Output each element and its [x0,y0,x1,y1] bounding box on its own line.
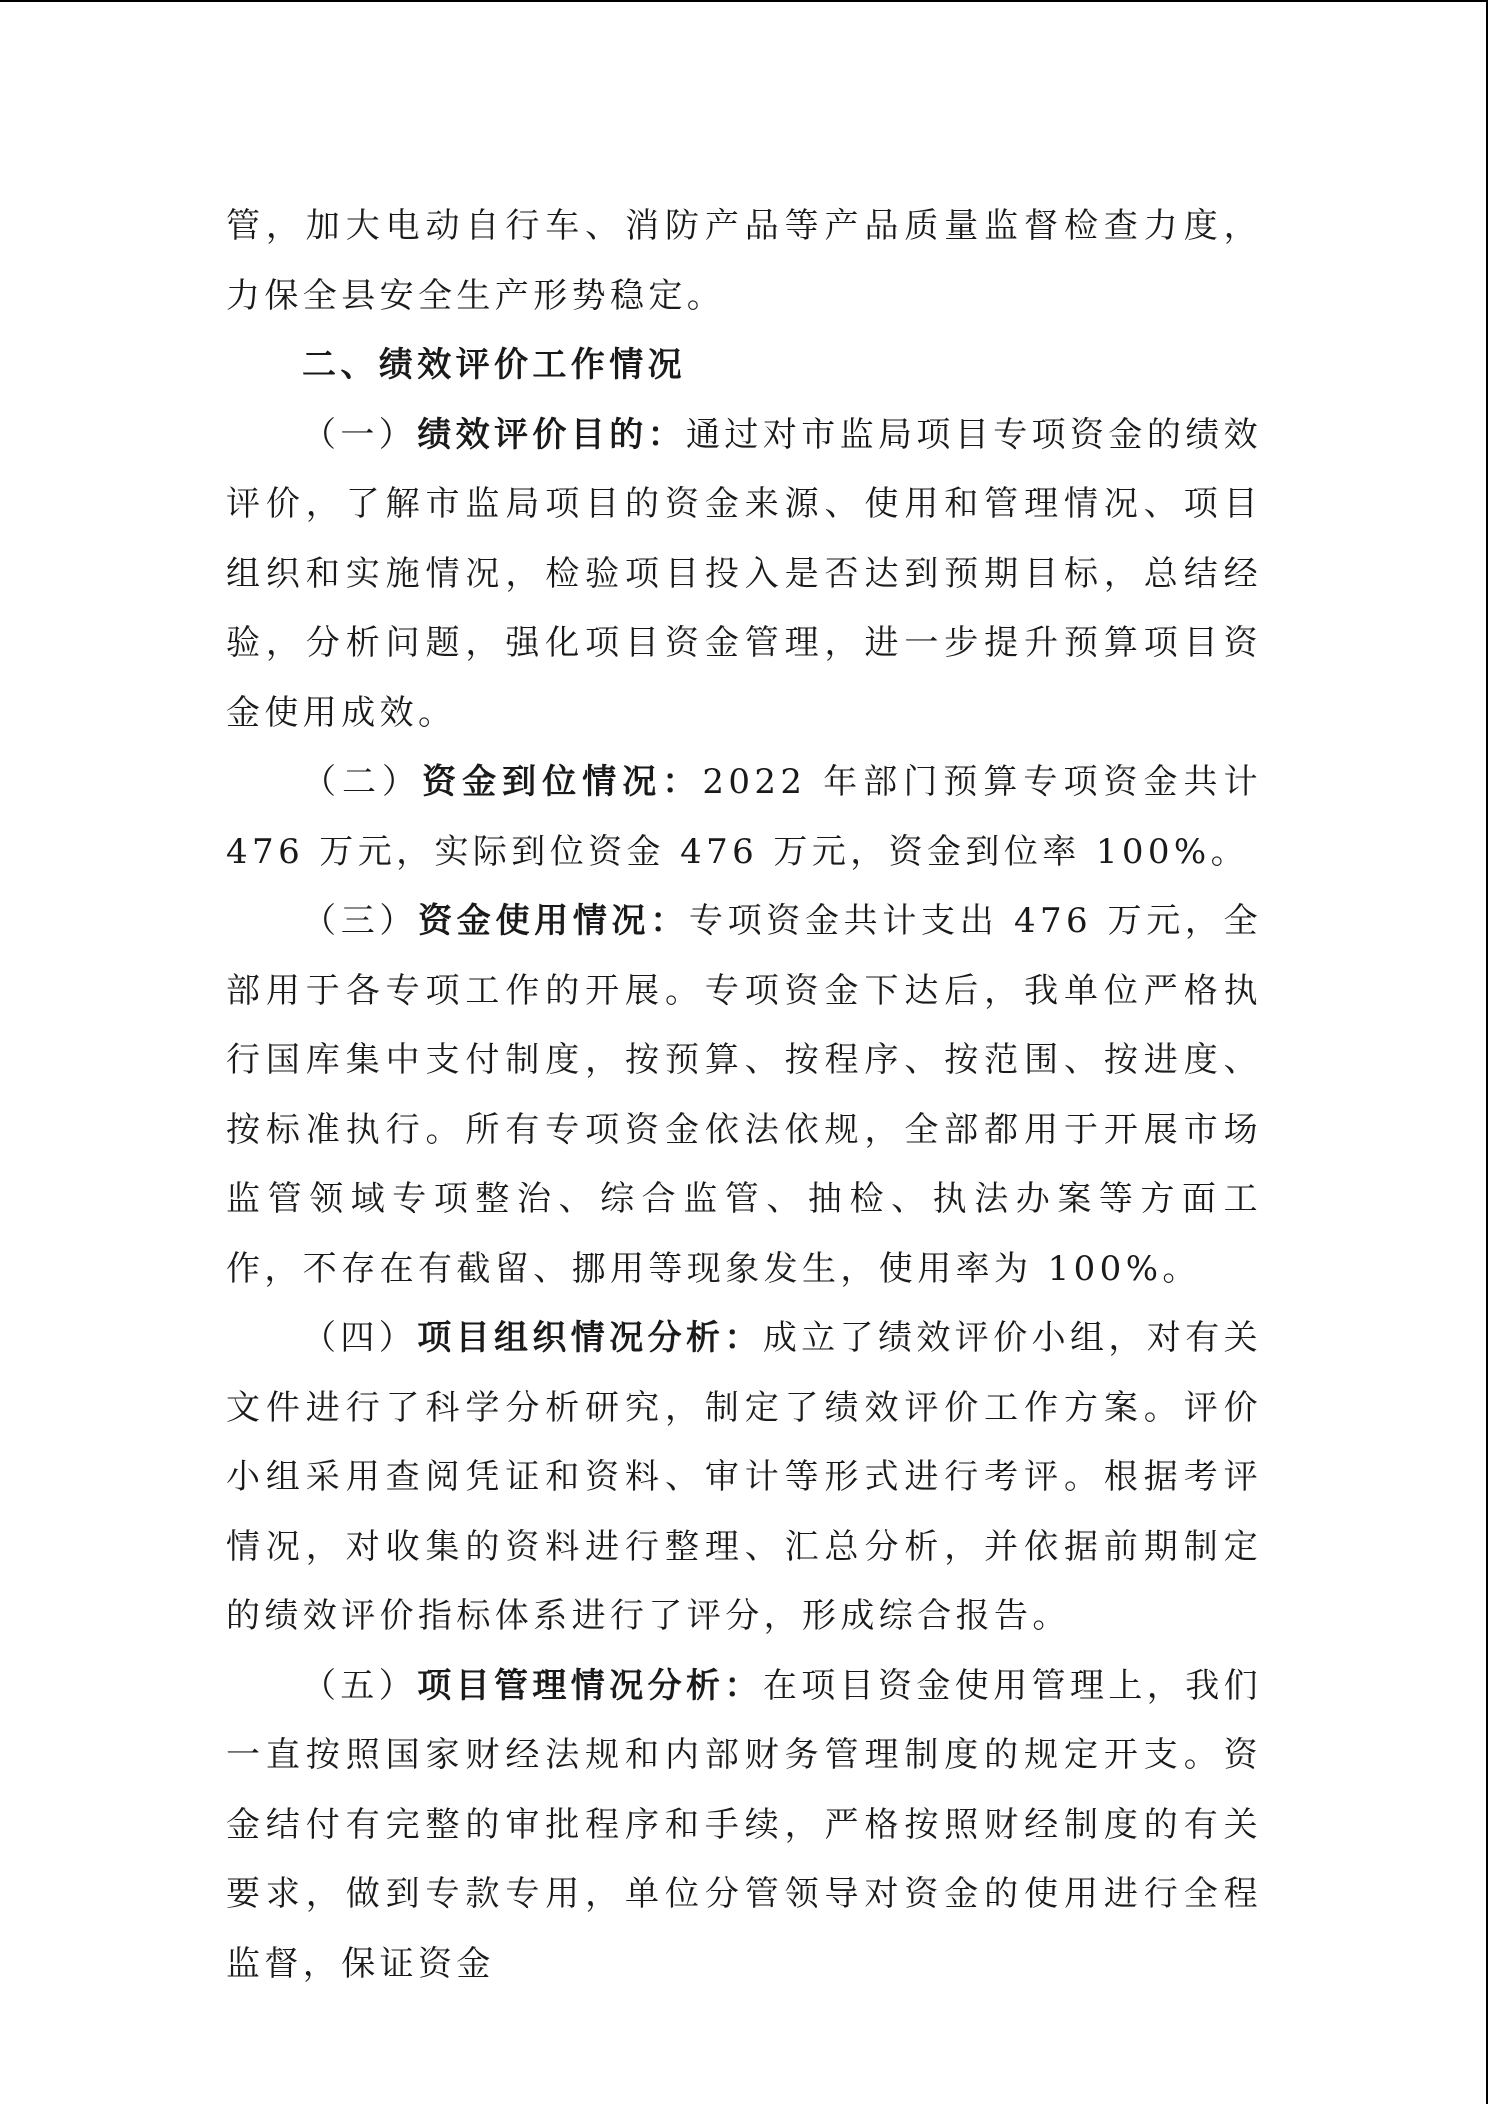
item-marker: （一） [302,414,418,455]
item-marker: （五） [302,1665,418,1706]
item-paragraph-5 [226,1652,1262,2000]
item-marker: （四） [302,1318,418,1358]
item-body-text: 成立了绩效评价小组，对有关文件进行了科学分析研究，制定了绩效评价工作方案。评价小组采用查阅凭证和资料、审计等形式进行考评。根据考评情况，对收集的资料进行整理、汇总分析，并依据前期制定的绩效评价指标体系进行了评分，形成综合报告。 [226,1318,1263,1636]
item-body-text: 通过对市监局项目专项资金的绩效评价，了解市监局项目的资金来源、使用和管理情况、项目组织和实施情况，检验项目投入是否达到预期目标，总结经验，分析问题，强化项目资金管理，进一步提升预算项目资金使用成效。 [226,414,1263,733]
section-heading: 二、绩效评价工作情况 [302,345,686,385]
document-body [226,192,1262,1999]
item-lead-label: 资金到位情况： [422,762,703,802]
item-paragraph-3 [226,887,1262,1304]
item-lead-label: 绩效评价目的： [417,414,687,455]
continuation-paragraph: 管，加大电动自行车、消防产品等产品质量监督检查力度，力保全县安全生产形势稳定。 [226,206,1262,316]
item-lead-label: 项目管理情况分析： [417,1665,763,1706]
item-paragraph-2 [226,748,1262,887]
item-paragraph-1 [226,401,1262,749]
item-paragraph-4 [226,1304,1262,1652]
item-body-text: 专项资金共计支出 476 万元，全部用于各专项工作的开展。专项资金下达后，我单位严格执行国库集中支付制度，按预算、按程序、按范围、按进度、按标准执行。所有专项资金依法依规，全部都用于开展市场监管领域专项整治、综合监管、抽检、执法办案等方面工作，不存在有截留、挪用等现象发生，使用率为 100%。 [226,901,1263,1289]
item-body-text: 在项目资金使用管理上，我们一直按照国家财经法规和内部财务管理制度的规定开支。资金结付有完整的审批程序和手续，严格按照财经制度的有关要求，做到专款专用，单位分管领导对资金的使用进行全程监督，保证资金 [226,1665,1263,1984]
item-body-text: 2022 年部门预算专项资金共计 476 万元，实际到位资金 476 万元，资金到位率 100%。 [226,762,1262,872]
item-marker: （三） [302,901,419,941]
item-lead-label: 项目组织情况分析： [417,1318,763,1358]
item-marker: （二） [302,762,423,802]
item-lead-label: 资金使用情况： [418,901,689,941]
